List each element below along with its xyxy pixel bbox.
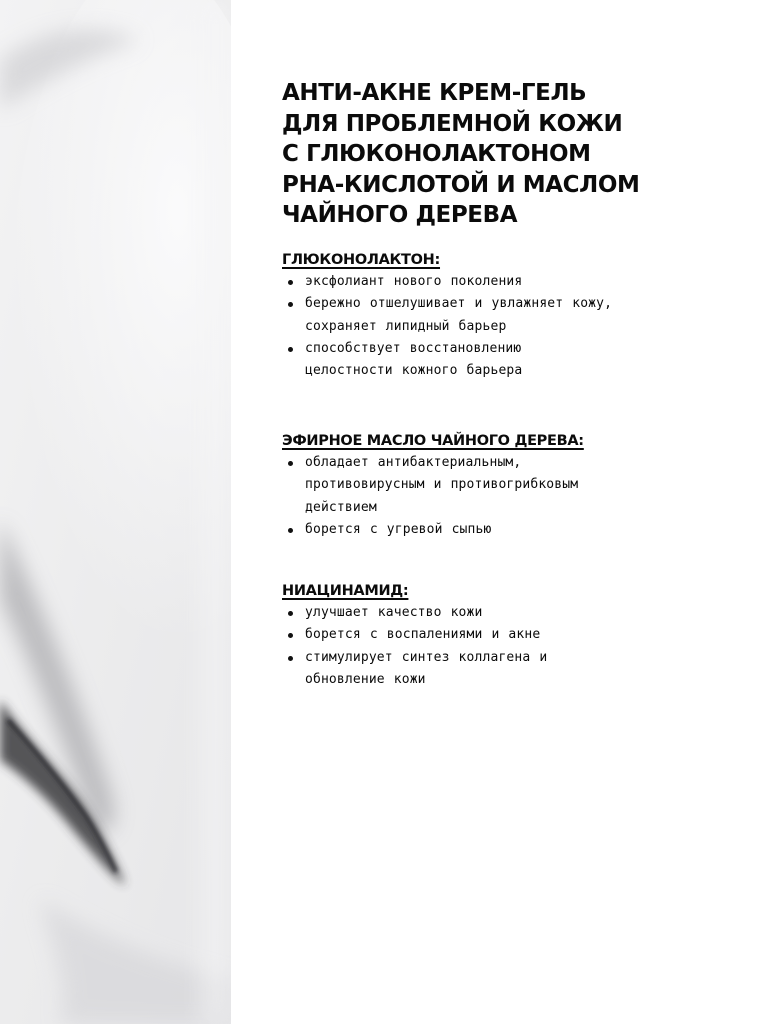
section-gluconolactone: [282, 250, 742, 382]
title-line: АНТИ-АКНЕ КРЕМ-ГЕЛЬ: [282, 80, 587, 106]
list-item: [282, 647, 575, 692]
list-item-text: улучшает качество кожи: [305, 605, 483, 620]
list-item: [282, 624, 742, 646]
list-item: [282, 602, 742, 624]
title-line: PHA-КИСЛОТОЙ И МАСЛОМ: [282, 171, 640, 198]
list-item-text: борется с воспалениями и акне: [305, 627, 541, 643]
bullet-list: [282, 452, 742, 541]
section-heading: НИАЦИНАМИД:: [282, 583, 409, 599]
product-title: [282, 78, 742, 231]
bullet-icon: [288, 302, 293, 307]
title-line: ДЛЯ ПРОБЛЕМНОЙ КОЖИ: [282, 110, 623, 137]
bullet-icon: [288, 347, 293, 352]
list-item: [282, 519, 742, 541]
list-item-text: эксфолиант нового поколения: [305, 274, 523, 289]
section-tea-tree-oil: [282, 431, 742, 541]
title-line: ЧАЙНОГО ДЕРЕВА: [282, 202, 518, 228]
bullet-icon: [288, 528, 293, 533]
bullet-icon: [288, 461, 293, 466]
bullet-icon: [288, 633, 293, 638]
product-description: [282, 78, 742, 687]
list-item: [282, 452, 640, 519]
list-item-text: борется с угревой сыпью: [305, 521, 492, 537]
bullet-list: [282, 271, 742, 382]
bullet-list: [282, 602, 742, 691]
list-item: [282, 293, 665, 338]
list-item: [282, 271, 742, 293]
bullet-icon: [288, 656, 293, 661]
list-item-text: бережно отшелушивает и увлажняет кожу, сохраняет липидный барьер: [305, 296, 613, 334]
section-heading: ГЛЮКОНОЛАКТОН:: [282, 252, 441, 268]
bullet-icon: [288, 280, 293, 285]
title-line: С ГЛЮКОНОЛАКТОНОМ: [282, 141, 591, 167]
section-heading: ЭФИРНОЕ МАСЛО ЧАЙНОГО ДЕРЕВА:: [282, 433, 584, 449]
list-item-text: обладает антибактериальным, противовирусным и противогрибковым действием: [305, 455, 579, 515]
section-niacinamide: [282, 581, 742, 691]
cream-texture-image: [0, 0, 231, 1024]
bullet-icon: [288, 611, 293, 616]
list-item-text: стимулирует синтез коллагена и обновление кожи: [305, 649, 548, 687]
list-item-text: способствует восстановлению целостности кожного барьера: [305, 340, 523, 379]
list-item: [282, 338, 555, 383]
